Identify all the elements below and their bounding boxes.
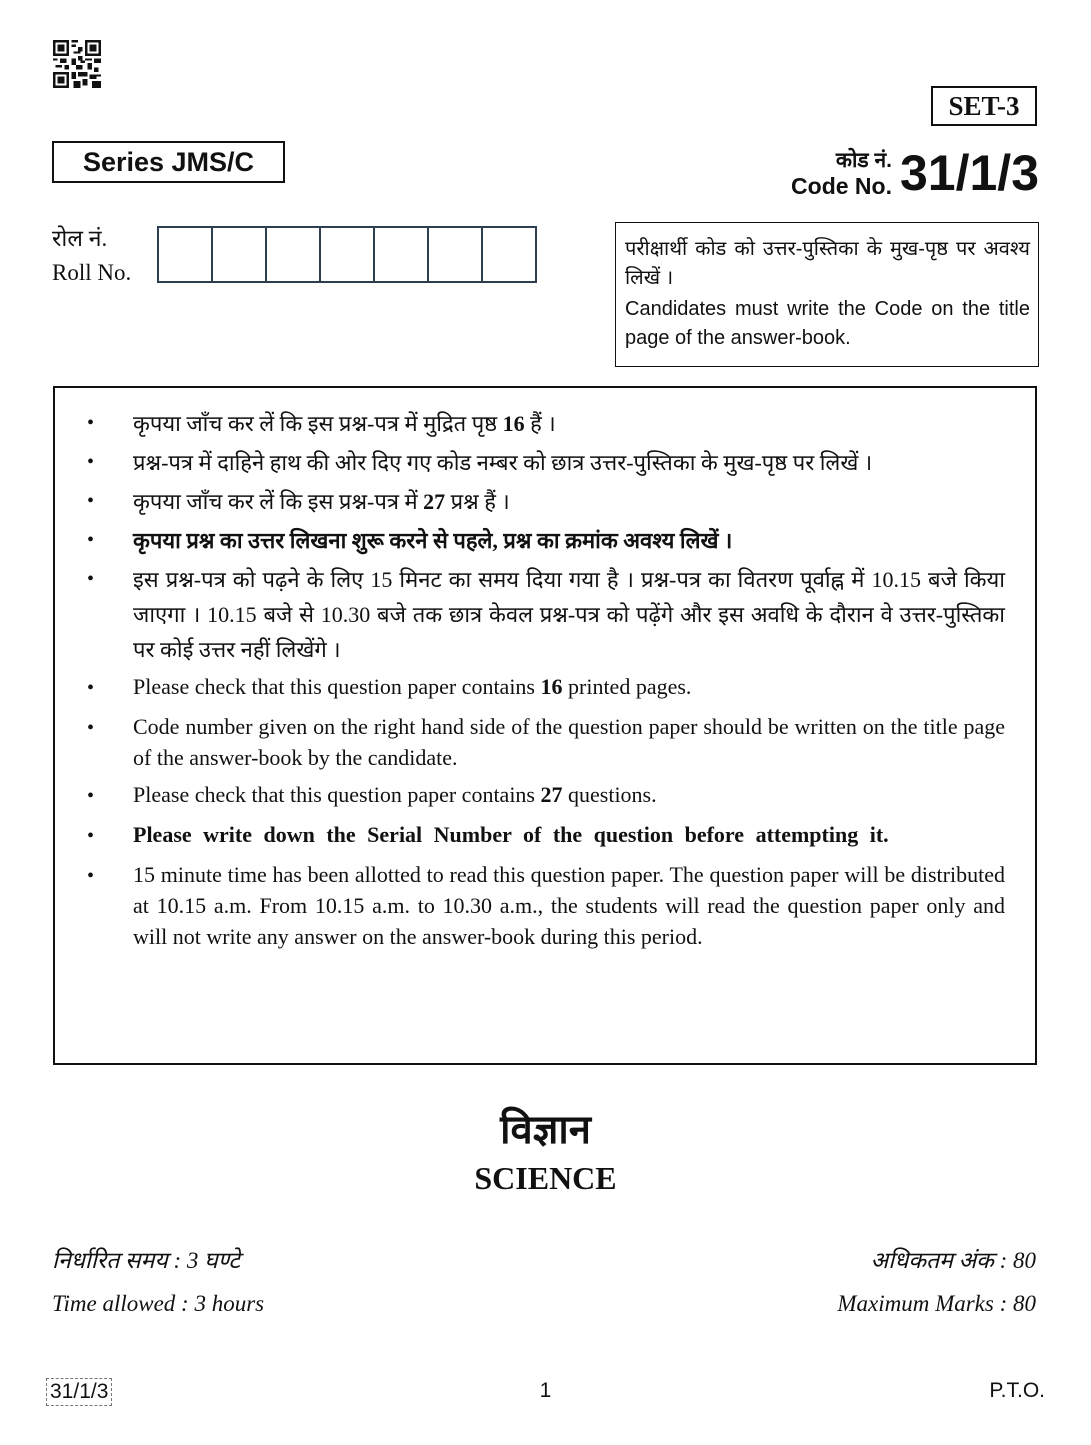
maximum-marks-english: Maximum Marks : 80 bbox=[837, 1291, 1036, 1316]
footer-code: 31/1/3 bbox=[46, 1378, 112, 1406]
time-allowed-hindi: निर्धारित समय : 3 घण्टे bbox=[52, 1248, 240, 1273]
instruction-item: • कृपया प्रश्न का उत्तर लिखना शुरू करने से पहले, प्रश्न का क्रमांक अवश्य लिखें । bbox=[85, 523, 1005, 558]
maximum-marks-hindi: अधिकतम अंक : 80 bbox=[870, 1248, 1036, 1273]
candidate-note-hindi: परीक्षार्थी कोड को उत्तर-पुस्तिका के मुख-पृष्ठ पर अवश्य लिखें । bbox=[625, 238, 1030, 289]
bullet-icon: • bbox=[87, 677, 95, 699]
instruction-item: • 15 minute time has been allotted to read this question paper. The question paper will be distributed at 10.15 a.m. From 10.15 a.m. to 10.30 a.m., the students will read the question paper only and will not write any answer on the answer-book during this period. bbox=[85, 859, 1005, 952]
roll-number-cell[interactable] bbox=[157, 226, 213, 283]
bullet-icon: • bbox=[87, 412, 95, 434]
instructions-list bbox=[85, 406, 1005, 952]
roll-number-cell[interactable] bbox=[373, 226, 429, 283]
bullet-icon: • bbox=[87, 785, 95, 807]
time-allowed-english: Time allowed : 3 hours bbox=[52, 1291, 265, 1316]
candidate-note-box bbox=[615, 222, 1039, 367]
bullet-icon: • bbox=[87, 568, 95, 590]
code-value: 31/1/3 bbox=[899, 145, 1039, 201]
roll-number-label bbox=[52, 222, 131, 290]
roll-number-cell[interactable] bbox=[481, 226, 537, 283]
instruction-item: • कृपया जाँच कर लें कि इस प्रश्न-पत्र में मुद्रित पृष्ठ 16 हैं । bbox=[85, 406, 1005, 441]
instruction-item: • कृपया जाँच कर लें कि इस प्रश्न-पत्र में 27 प्रश्न हैं । bbox=[85, 484, 1005, 519]
roll-label-hindi: रोल नं. bbox=[52, 226, 108, 251]
roll-number-cell[interactable] bbox=[211, 226, 267, 283]
bullet-icon: • bbox=[87, 865, 95, 887]
bullet-icon: • bbox=[87, 529, 95, 551]
subject-title-english: SCIENCE bbox=[474, 1160, 617, 1196]
please-turn-over: P.T.O. bbox=[989, 1379, 1045, 1402]
code-label-hindi: कोड नं. bbox=[835, 149, 892, 172]
instruction-item: • Please check that this question paper contains 27 questions. bbox=[85, 779, 1005, 813]
instruction-item: • प्रश्न-पत्र में दाहिने हाथ की ओर दिए गए कोड नम्बर को छात्र उत्तर-पुस्तिका के मुख-पृष्ठ पर लिखें । bbox=[85, 445, 1005, 480]
subject-title-hindi: विज्ञान bbox=[500, 1108, 591, 1152]
bullet-icon: • bbox=[87, 451, 95, 473]
candidate-note-english: Candidates must write the Code on the title page of the answer-book. bbox=[625, 298, 1030, 349]
instruction-item: • Code number given on the right hand side of the question paper should be written on the title page of the answer-book by the candidate. bbox=[85, 711, 1005, 773]
page-number: 1 bbox=[539, 1379, 552, 1402]
bullet-icon: • bbox=[87, 825, 95, 847]
instruction-item: • Please write down the Serial Number of the question before attempting it. bbox=[85, 819, 1005, 853]
code-label-english: Code No. bbox=[791, 173, 892, 199]
code-number-block bbox=[791, 145, 1039, 201]
roll-number-boxes bbox=[157, 226, 537, 283]
series-label: Series JMS/C bbox=[52, 141, 285, 183]
instructions-box bbox=[53, 386, 1037, 1065]
bullet-icon: • bbox=[87, 717, 95, 739]
roll-label-english: Roll No. bbox=[52, 260, 132, 285]
roll-number-cell[interactable] bbox=[265, 226, 321, 283]
instruction-item: • Please check that this question paper contains 16 printed pages. bbox=[85, 671, 1005, 705]
roll-number-cell[interactable] bbox=[427, 226, 483, 283]
roll-number-cell[interactable] bbox=[319, 226, 375, 283]
set-label: SET-3 bbox=[931, 86, 1037, 126]
qr-code-icon bbox=[53, 40, 101, 88]
instruction-item: • इस प्रश्न-पत्र को पढ़ने के लिए 15 मिनट का समय दिया गया है । प्रश्न-पत्र का वितरण पूर्वाह्न में 10.15 बजे किया जाएगा । 10.15 बजे से 10.30 बजे तक छात्र केवल प्रश्न-पत्र को पढ़ेंगे और इस अवधि के दौरान वे उत्तर-पुस्तिका पर कोई उत्तर नहीं लिखेंगे । bbox=[85, 562, 1005, 667]
bullet-icon: • bbox=[87, 490, 95, 512]
